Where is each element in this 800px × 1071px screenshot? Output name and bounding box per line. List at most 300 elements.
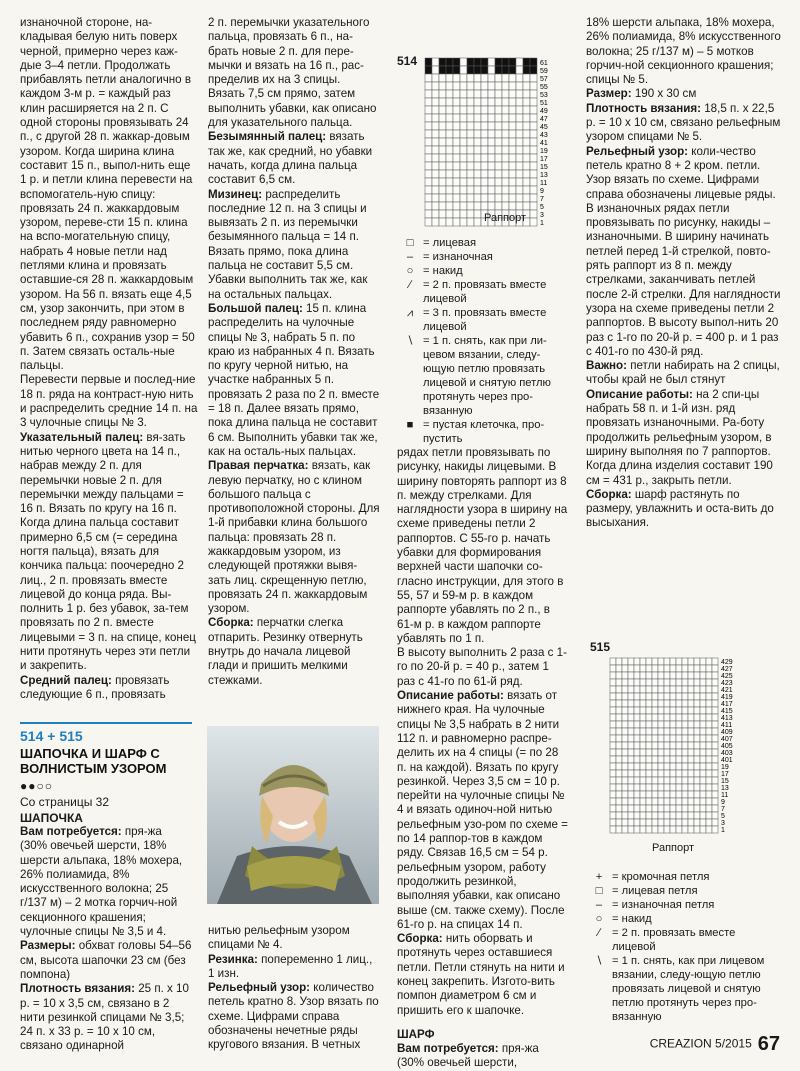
chart-515-cell <box>682 770 688 777</box>
col2-para-1: 2 п. перемычки указательного пальца, провязать 6 п., на-брать новые 2 п. для пере-мычки и вязать на 16 п., рас-пределив их на 3 спицы. Вязать 7,5 см прямо, затем выполнить убавки, как описано для указательного пальца. <box>208 16 377 130</box>
chart-514-cell <box>432 162 439 170</box>
chart-515-cell <box>616 728 622 735</box>
chart-515-cell <box>688 658 694 665</box>
difficulty-rating: ●●○○ <box>20 779 53 793</box>
chart-515-cell <box>646 700 652 707</box>
legend-514-item: ⩘ = 3 п. провязать вместе лицевой <box>406 307 547 333</box>
chart-514-row-label: 5 <box>540 204 544 211</box>
chart-515-label: 515 <box>590 640 611 654</box>
column-3 <box>397 446 569 1071</box>
chart-515-cell <box>670 805 676 812</box>
chart-515-cell <box>610 665 616 672</box>
chart-514-cell <box>488 66 495 74</box>
chart-515-cell <box>664 770 670 777</box>
chart-514-cell <box>474 130 481 138</box>
chart-515-cell <box>706 770 712 777</box>
chart-515-rapport: Раппорт <box>652 842 695 854</box>
chart-514-cell <box>516 146 523 154</box>
chart-514-cell <box>488 170 495 178</box>
chart-515-cell <box>694 777 700 784</box>
chart-515-cell <box>682 756 688 763</box>
chart-515-cell <box>700 693 706 700</box>
chart-514-cell <box>425 218 432 226</box>
chart-515-cell <box>682 679 688 686</box>
chart-515-cell <box>700 763 706 770</box>
chart-514-cell <box>481 106 488 114</box>
chart-514-cell <box>523 178 530 186</box>
chart-515-cell <box>658 777 664 784</box>
chart-515-cell <box>676 742 682 749</box>
chart-514-cell <box>425 130 432 138</box>
chart-514-cell <box>474 98 481 106</box>
chart-514-cell <box>467 218 474 226</box>
chart-515-cell <box>628 770 634 777</box>
chart-515-cell <box>628 784 634 791</box>
chart-514-row-label: 53 <box>540 92 548 99</box>
chart-515-cell <box>700 812 706 819</box>
chart-515-cell <box>616 805 622 812</box>
chart-515-row-label: 425 <box>721 673 733 680</box>
chart-515-cell <box>628 693 634 700</box>
chart-514-cell <box>474 162 481 170</box>
chart-514-cell <box>425 202 432 210</box>
chart-514-row-label: 57 <box>540 76 548 83</box>
chart-514-cell <box>467 154 474 162</box>
chart-514-cell <box>502 66 509 74</box>
sub-title: ШАПОЧКА <box>20 811 83 825</box>
chart-515-row-label: 407 <box>721 736 733 743</box>
chart-514-cell <box>516 202 523 210</box>
scarf-title: ШАРФ <box>397 1027 435 1041</box>
chart-515-cell <box>712 707 718 714</box>
chart-514-cell <box>439 154 446 162</box>
chart-515-cell <box>628 742 634 749</box>
chart-515-cell <box>622 798 628 805</box>
chart-515-cell <box>664 763 670 770</box>
chart-515-cell <box>658 742 664 749</box>
chart-515-cell <box>652 749 658 756</box>
chart-515-cell <box>616 798 622 805</box>
chart-514-cell <box>425 58 432 66</box>
chart-515-cell <box>706 721 712 728</box>
chart-515-cell <box>658 826 664 833</box>
chart-515-cell <box>622 721 628 728</box>
chart-514-cell <box>453 218 460 226</box>
chart-515-cell <box>670 714 676 721</box>
chart-514-cell <box>453 114 460 122</box>
section-item-1: Вам потребуется: пря-жа (30% овечьей шерсти, 18% шерсти альпака, 18% мохера, 26% полиамида, 8% искусственного волокна; 25 г/137 м) – 2 мотка горчич-ной секционного крашения; чулочные спицы № 3,5 и 4. <box>20 825 183 939</box>
chart-514-cell <box>474 58 481 66</box>
chart-515-cell <box>676 819 682 826</box>
chart-514-cell <box>474 66 481 74</box>
chart-514-cell <box>467 194 474 202</box>
chart-514-cell <box>523 106 530 114</box>
chart-514-cell <box>509 154 516 162</box>
chart-515-cell <box>610 826 616 833</box>
chart-514-cell <box>460 186 467 194</box>
chart-515-cell <box>646 805 652 812</box>
chart-514-cell <box>446 122 453 130</box>
chart-515-cell <box>640 770 646 777</box>
chart-515-cell <box>628 658 634 665</box>
chart-514-cell <box>446 82 453 90</box>
chart-515-cell <box>682 707 688 714</box>
chart-514-cell <box>523 114 530 122</box>
chart-514-cell <box>439 202 446 210</box>
chart-515-cell <box>706 728 712 735</box>
chart-515-cell <box>610 700 616 707</box>
chart-515-cell <box>634 693 640 700</box>
chart-515-cell <box>622 777 628 784</box>
chart-515-cell <box>622 791 628 798</box>
chart-514-cell <box>488 162 495 170</box>
chart-514-cell <box>439 74 446 82</box>
chart-515-cell <box>676 798 682 805</box>
chart-515-cell <box>712 805 718 812</box>
chart-515-cell <box>694 672 700 679</box>
chart-515-cell <box>640 798 646 805</box>
chart-515-cell <box>646 679 652 686</box>
chart-515-cell <box>652 672 658 679</box>
chart-514-cell <box>530 122 537 130</box>
chart-515-cell <box>640 763 646 770</box>
chart-515-cell <box>664 756 670 763</box>
chart-514-cell <box>474 138 481 146</box>
chart-514-cell <box>425 178 432 186</box>
chart-515-cell <box>616 826 622 833</box>
chart-515-row-label: 15 <box>721 778 729 785</box>
chart-514-cell <box>495 194 502 202</box>
chart-515-cell <box>706 819 712 826</box>
chart-514-cell <box>502 146 509 154</box>
chart-514-cell <box>432 178 439 186</box>
chart-514-cell <box>439 106 446 114</box>
chart-514-cell <box>474 218 481 226</box>
chart-514-rapport: Раппорт <box>484 212 527 224</box>
chart-515-cell <box>634 658 640 665</box>
chart-514-cell <box>425 106 432 114</box>
chart-515-row-label: 417 <box>721 701 733 708</box>
chart-514-cell <box>446 66 453 74</box>
chart-515-cell <box>610 791 616 798</box>
chart-515-cell <box>622 756 628 763</box>
chart-514-cell <box>467 146 474 154</box>
model-photo <box>207 726 379 904</box>
section-item-3: Плотность вязания: 25 п. х 10 р. = 10 х 3,5 см, связано в 2 нити резинкой спицами № 3,5; 24 п. х 33 р. = 10 х 10 см, связано одинарной <box>20 982 189 1053</box>
chart-515-cell <box>676 791 682 798</box>
chart-514-cell <box>460 74 467 82</box>
chart-515-cell <box>700 679 706 686</box>
chart-515-row-label: 11 <box>721 792 729 799</box>
col2-para-3: Мизинец: распределить последние 12 п. на 3 спицы и вывязать 2 п. из перемычки безымянного пальца = 14 п. Вязать прямо, пока длина пальца не составит 5,5 см. Убавки выполнить так же, как на остальных пальцах. <box>208 187 368 301</box>
chart-514-cell <box>523 66 530 74</box>
chart-514-cell <box>516 66 523 74</box>
chart-514-cell <box>425 138 432 146</box>
chart-515-cell <box>670 728 676 735</box>
col1-para-3: Указательный палец: вя-зать нитью черного цвета на 14 п., набрав между 2 п. для перемычки новые 2 п. для перемычки между пальцами = 16 п. Вязать по кругу на 16 п. Когда длина пальца составит примерно 6,5 см (= середина ногтя пальца), вязать для кончика пальца: поочередно 2 лиц., 2 п. провязать вместе лицевой до конца ряда. Вы-полнить 1 р. без убавок, за-тем провязать по 2 п. вместе лицевыми = 3 п. на спице, конец нити протянуть через эти петли и закрепить. <box>20 430 196 673</box>
chart-515-cell <box>640 672 646 679</box>
chart-514-cell <box>495 178 502 186</box>
chart-515-cell <box>676 658 682 665</box>
chart-515-cell <box>640 707 646 714</box>
chart-515-cell <box>652 777 658 784</box>
chart-515-cell <box>610 658 616 665</box>
chart-515-cell <box>634 686 640 693</box>
chart-515-cell <box>646 812 652 819</box>
chart-514-cell <box>446 114 453 122</box>
legend-515-item: ∕ = 2 п. провязать вместе лицевой <box>598 927 736 953</box>
chart-514-cell <box>502 114 509 122</box>
chart-515-cell <box>658 672 664 679</box>
chart-515-cell <box>628 812 634 819</box>
chart-514-cell <box>432 98 439 106</box>
chart-514-cell <box>502 154 509 162</box>
chart-514-cell <box>516 154 523 162</box>
col4-para-7: Сборка: шарф растянуть по размеру, увлажнить и оста-вить до высыхания. <box>586 487 774 530</box>
chart-515-cell <box>664 798 670 805</box>
chart-514-cell <box>502 186 509 194</box>
chart-514-cell <box>425 194 432 202</box>
chart-515-cell <box>610 686 616 693</box>
chart-514-cell <box>453 202 460 210</box>
chart-514-cell <box>495 186 502 194</box>
chart-515-cell <box>610 812 616 819</box>
chart-514-cell <box>432 194 439 202</box>
chart-514-cell <box>467 106 474 114</box>
chart-515-cell <box>628 756 634 763</box>
chart-514-cell <box>481 146 488 154</box>
chart-514-cell <box>523 122 530 130</box>
chart-514-cell <box>530 194 537 202</box>
chart-515-cell <box>706 826 712 833</box>
chart-514-cell <box>509 146 516 154</box>
chart-515-cell <box>682 777 688 784</box>
chart-514-cell <box>488 146 495 154</box>
chart-515-cell <box>628 819 634 826</box>
photo-illustration <box>207 726 379 904</box>
chart-514-cell <box>439 130 446 138</box>
chart-514-cell <box>446 194 453 202</box>
chart-515-cell <box>670 826 676 833</box>
chart-514-row-label: 49 <box>540 108 548 115</box>
chart-514-cell <box>509 178 516 186</box>
chart-515-cell <box>682 686 688 693</box>
chart-515-cell <box>712 679 718 686</box>
chart-515-cell <box>676 700 682 707</box>
chart-515-cell <box>628 721 634 728</box>
chart-514-cell <box>425 154 432 162</box>
chart-515-cell <box>640 665 646 672</box>
chart-514-cell <box>509 74 516 82</box>
col2-para-4: Большой палец: 15 п. клина распределить на чулочные спицы № 3, набрать 5 п. по краю из набранных 4 п. Вязать по кругу черной нитью, на участке набранных 5 п. провязать 2 раза по 2 п. вместе = 18 п. Далее вязать прямо, пока длина пальца не составит 6 см. Выполнить убавки так же, как на осталь-ных пальцах. <box>208 301 380 458</box>
chart-515-cell <box>670 665 676 672</box>
chart-515-grid <box>610 658 772 836</box>
chart-514-cell <box>516 106 523 114</box>
chart-515-row-label: 19 <box>721 764 729 771</box>
chart-515-cell <box>634 700 640 707</box>
chart-515-row-label: 405 <box>721 743 733 750</box>
chart-514-cell <box>432 154 439 162</box>
chart-514-cell <box>432 210 439 218</box>
chart-515-cell <box>682 805 688 812</box>
section-items <box>20 825 192 1054</box>
chart-515-row-label: 421 <box>721 687 733 694</box>
chart-515-cell <box>622 693 628 700</box>
chart-514-cell <box>509 58 516 66</box>
chart-515-cell <box>670 679 676 686</box>
chart-514-cell <box>453 98 460 106</box>
chart-515-cell <box>682 665 688 672</box>
chart-515-cell <box>646 707 652 714</box>
chart-515-cell <box>646 735 652 742</box>
col2b-para-3: Рельефный узор: количество петель кратно 8. Узор вязать по схеме. Цифрами справа обозначены нечетные ряды кругового вязания. В четных <box>208 981 379 1052</box>
chart-514-cell <box>467 202 474 210</box>
chart-514-cell <box>516 186 523 194</box>
chart-515-cell <box>622 700 628 707</box>
chart-514-cell <box>467 90 474 98</box>
page-number: 67 <box>757 1033 780 1055</box>
chart-514-cell <box>474 170 481 178</box>
chart-515-cell <box>712 756 718 763</box>
chart-515-row-label: 423 <box>721 680 733 687</box>
chart-514-cell <box>530 202 537 210</box>
chart-515-cell <box>694 707 700 714</box>
chart-514-cell <box>425 210 432 218</box>
chart-514-cell <box>481 122 488 130</box>
column-2-bottom <box>208 924 380 1053</box>
chart-514-cell <box>495 66 502 74</box>
chart-514-cell <box>467 178 474 186</box>
col2-para-5: Правая перчатка: вязать, как левую перчатку, но с клином большого пальца с противоположной стороны. Для 1-й прибавки клина большого пальца: провязать 28 п. жаккардовым узором, из следующей протяжки вывя-зать лиц. скрещенную петлю, провязать 24 п. жаккардовым узором. <box>208 459 380 616</box>
chart-515-cell <box>712 735 718 742</box>
chart-515-cell <box>676 728 682 735</box>
chart-514-cell <box>509 194 516 202</box>
chart-515-cell <box>640 826 646 833</box>
chart-515-cell <box>700 770 706 777</box>
chart-515-cell <box>688 735 694 742</box>
chart-515-cell <box>628 672 634 679</box>
col2b-para-2: Резинка: попеременно 1 лиц., 1 изн. <box>208 952 373 980</box>
chart-514-cell <box>502 82 509 90</box>
chart-515-cell <box>712 672 718 679</box>
chart-514-cell <box>425 162 432 170</box>
chart-515-cell <box>634 763 640 770</box>
chart-514-row-label: 51 <box>540 100 548 107</box>
legend-514 <box>397 236 572 446</box>
chart-515-cell <box>688 693 694 700</box>
chart-514-cell <box>481 130 488 138</box>
chart-515-cell <box>610 707 616 714</box>
chart-515-cell <box>706 784 712 791</box>
chart-514-cell <box>453 210 460 218</box>
chart-515-cell <box>616 735 622 742</box>
chart-515-cell <box>652 679 658 686</box>
chart-515-cell <box>664 679 670 686</box>
chart-514-cell <box>516 170 523 178</box>
chart-515-cell <box>694 679 700 686</box>
chart-515-cell <box>670 749 676 756</box>
chart-514-row-label: 11 <box>540 180 548 187</box>
chart-515-cell <box>700 819 706 826</box>
chart-514-cell <box>488 178 495 186</box>
chart-515-cell <box>706 707 712 714</box>
col1-para-1: изнаночной стороне, на-кладывая белую нить поверх черной, примерно через каж-дые 3–4 петли. Продолжать прибавлять петли аналогично в каждом 3-м р. = каждый раз клин расширяется на 2 п. С одной стороны провязывать 24 п., с другой 28 п. жаккар-довым узором. Когда ширина клина составит 15 п., выпол-нить еще 1 р. и петли клина перевести на вспомогатель-ную спицу: провязать 24 п. жаккардовым узором, переве-сти 15 п. клина на вспо-могательную спицу, набрать 4 новые петли над петлями клина и провязать оставшие-ся 28 п. жаккардовым узором. На 56 п. вязать еще 4,5 см, узор закончить, при этом в последнем ряду равномерно убавить 6 п., сохранив узор = 50 п. Затем связать осталь-ные пальцы. <box>20 16 195 373</box>
chart-515-cell <box>664 686 670 693</box>
chart-515-cell <box>658 693 664 700</box>
chart-515-cell <box>622 784 628 791</box>
chart-515-cell <box>652 714 658 721</box>
chart-515-cell <box>688 679 694 686</box>
chart-515-cell <box>694 735 700 742</box>
chart-515-cell <box>694 721 700 728</box>
chart-515-cell <box>694 756 700 763</box>
chart-515-cell <box>700 798 706 805</box>
chart-514-cell <box>509 186 516 194</box>
chart-514-cell <box>467 82 474 90</box>
chart-515-cell <box>688 784 694 791</box>
chart-514-cell <box>523 146 530 154</box>
chart-515-cell <box>640 714 646 721</box>
chart-515-cell <box>634 665 640 672</box>
chart-515-cell <box>658 791 664 798</box>
chart-514-cell <box>530 170 537 178</box>
chart-515-cell <box>706 791 712 798</box>
chart-515-cell <box>700 672 706 679</box>
chart-515-cell <box>664 714 670 721</box>
chart-515-cell <box>682 819 688 826</box>
chart-515-row-label: 3 <box>721 820 725 827</box>
chart-515-cell <box>682 714 688 721</box>
chart-514-cell <box>474 186 481 194</box>
chart-515-cell <box>658 784 664 791</box>
chart-514-row-label: 9 <box>540 188 544 195</box>
chart-515-cell <box>652 665 658 672</box>
chart-514-cell <box>488 74 495 82</box>
chart-514-cell <box>439 170 446 178</box>
chart-514-cell <box>523 162 530 170</box>
chart-515-cell <box>658 756 664 763</box>
chart-515-cell <box>646 763 652 770</box>
chart-514-cell <box>481 82 488 90</box>
chart-514-cell <box>453 138 460 146</box>
chart-515-cell <box>616 812 622 819</box>
chart-515-cell <box>622 686 628 693</box>
chart-515-cell <box>664 805 670 812</box>
chart-514-cell <box>523 58 530 66</box>
chart-515-cell <box>682 693 688 700</box>
chart-514-cell <box>488 130 495 138</box>
chart-515-row-label: 411 <box>721 722 733 729</box>
chart-514-row-label: 3 <box>540 212 544 219</box>
chart-515-cell <box>628 805 634 812</box>
chart-514-row-label: 19 <box>540 148 548 155</box>
chart-515-cell <box>658 658 664 665</box>
chart-514-cell <box>509 170 516 178</box>
chart-515-cell <box>700 784 706 791</box>
chart-515-cell <box>694 714 700 721</box>
chart-515-cell <box>664 672 670 679</box>
chart-515-cell <box>652 721 658 728</box>
chart-514-cell <box>453 90 460 98</box>
chart-515-cell <box>700 756 706 763</box>
chart-514-cell <box>432 106 439 114</box>
chart-515-cell <box>700 700 706 707</box>
chart-514-cell <box>523 170 530 178</box>
chart-514-cell <box>502 122 509 130</box>
chart-514-cell <box>523 130 530 138</box>
chart-515-cell <box>616 770 622 777</box>
chart-515-cell <box>622 770 628 777</box>
